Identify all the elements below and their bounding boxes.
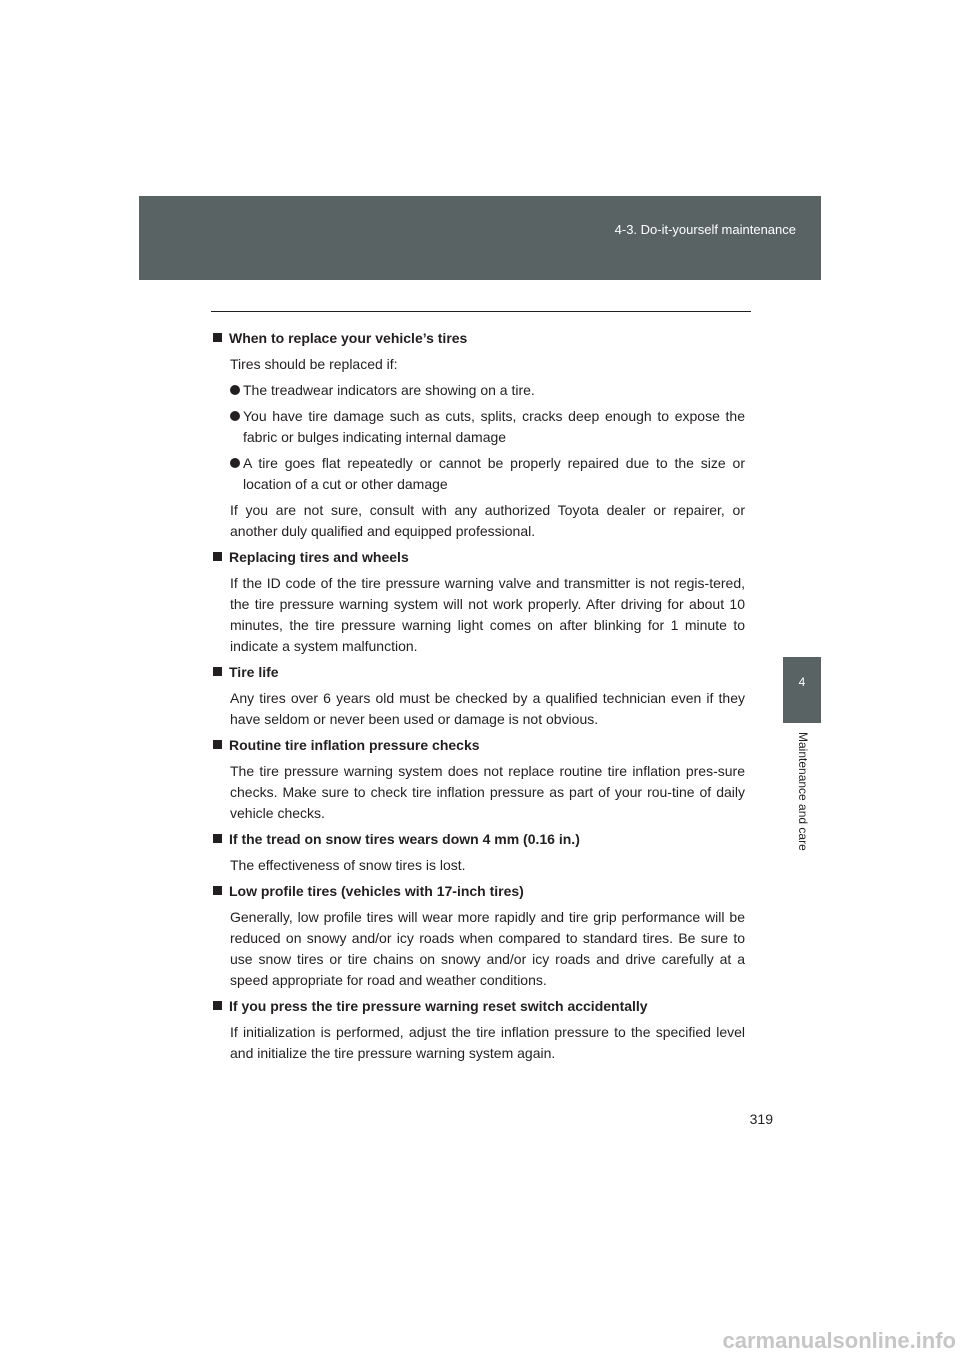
chapter-title: 4-3. Do-it-yourself maintenance [614,222,796,237]
page-number: 319 [749,1111,773,1127]
square-bullet-icon [213,740,222,749]
list-item: The treadwear indicators are showing on a tire. [213,380,745,401]
section-routine-checks [213,735,745,824]
section-outro: If you are not sure, consult with any authorized Toyota dealer or repairer, or another duly qualified and equipped professional. [230,502,745,539]
section-body: If the ID code of the tire pressure warning valve and transmitter is not regis-tered, the tire pressure warning system will not work properly. After driving for about 10 minutes, the tire pressure warning light comes on after blinking for 1 minute to indicate a system malfunction. [230,575,745,654]
section-heading: Routine tire inflation pressure checks [213,735,745,756]
square-bullet-icon [213,333,222,342]
list-item: You have tire damage such as cuts, splits, cracks deep enough to expose the fabric or bulges indicating internal damage [213,406,745,448]
circle-bullet-icon [230,385,240,395]
section-tire-life [213,662,745,730]
section-replace-tires [213,328,745,542]
section-body: The tire pressure warning system does not replace routine tire inflation pres-sure checks. Make sure to check tire inflation pressure as part of your rou-tine of daily vehicle checks. [230,763,745,821]
page-content [213,328,745,1069]
section-heading: If you press the tire pressure warning reset switch accidentally [213,996,745,1017]
section-heading: If the tread on snow tires wears down 4 mm (0.16 in.) [213,829,745,850]
section-heading: Tire life [213,662,745,683]
section-snow-tire-tread [213,829,745,876]
section-body: The effectiveness of snow tires is lost. [230,857,466,873]
square-bullet-icon [213,1001,222,1010]
top-divider [211,311,751,312]
circle-bullet-icon [230,458,240,468]
section-reset-switch [213,996,745,1064]
square-bullet-icon [213,667,222,676]
section-intro: Tires should be replaced if: [230,356,398,372]
section-body: Generally, low profile tires will wear more rapidly and tire grip performance will be reduced on snowy and/or icy roads when compared to standard tires. Be sure to use snow tires or tire chains on snowy and/or icy roads and drive carefully at a speed appropriate for road and weather conditions. [230,909,745,988]
chapter-side-label-text: Maintenance and care [796,732,810,851]
chapter-side-tab [783,657,821,723]
chapter-number: 4 [798,675,806,689]
section-body: Any tires over 6 years old must be checked by a qualified technician even if they have seldom or never been used or damage is not obvious. [230,690,745,727]
chapter-side-label [782,732,822,882]
square-bullet-icon [213,886,222,895]
list-item: A tire goes flat repeatedly or cannot be properly repaired due to the size or location of a cut or other damage [213,453,745,495]
section-heading: When to replace your vehicle’s tires [213,328,745,349]
section-low-profile-tires [213,881,745,991]
square-bullet-icon [213,834,222,843]
circle-bullet-icon [230,411,240,421]
section-replacing-tires-wheels [213,547,745,657]
section-heading: Replacing tires and wheels [213,547,745,568]
section-body: If initialization is performed, adjust the tire inflation pressure to the specified level and initialize the tire pressure warning system again. [230,1024,745,1061]
section-heading: Low profile tires (vehicles with 17-inch tires) [213,881,745,902]
chapter-header-band [139,196,821,280]
watermark: carmanualsonline.info [722,1328,956,1353]
square-bullet-icon [213,552,222,561]
